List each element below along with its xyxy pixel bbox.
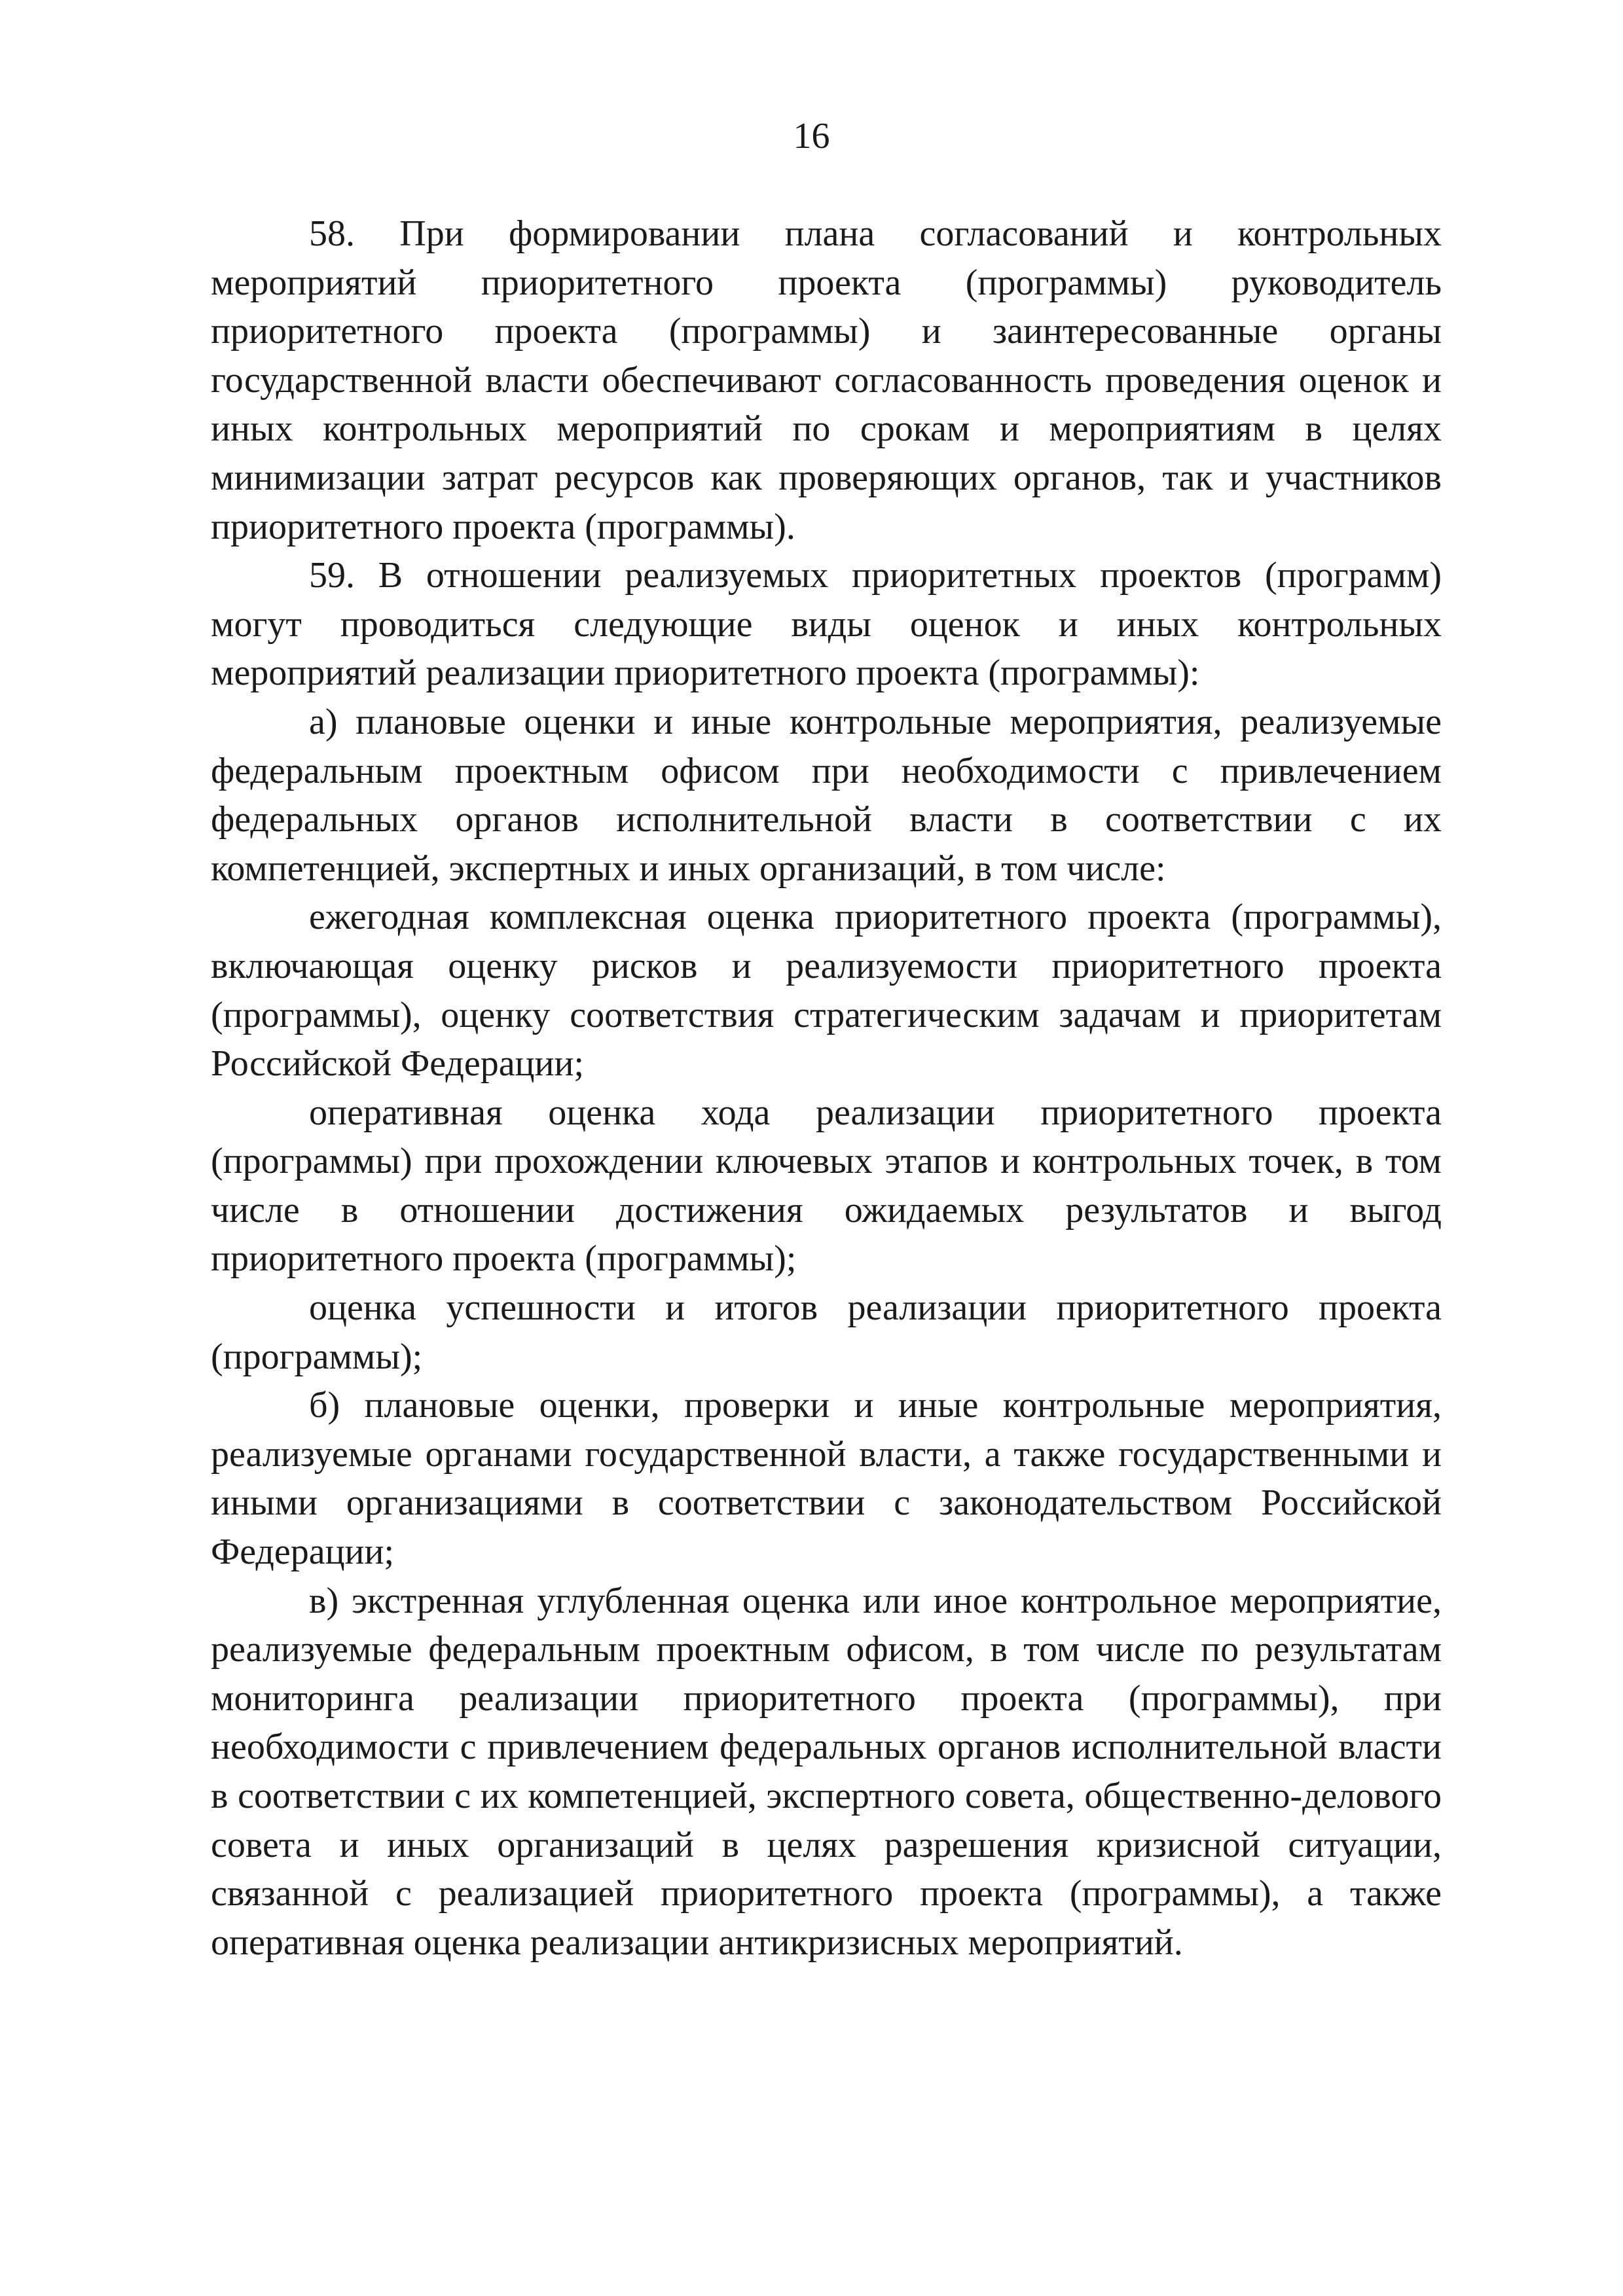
subitem-annual-assessment: ежегодная комплексная оценка приоритетного проекта (программы), включающая оценку рисков и реализуемости приоритетного проекта (программы), оценку соответствия стратегическим задачам и приоритетам Российской Федерации; [211, 897, 1442, 1085]
subitem-success-assessment: оценка успешности и итогов реализации приоритетного проекта (программы); [211, 1287, 1442, 1377]
subitem-b: б) плановые оценки, проверки и иные контрольные мероприятия, реализуемые органами государственной власти, а также государственными и иными организациями в соответствии с законодательством Российской Федерации; [211, 1385, 1442, 1573]
paragraph-59: 59. В отношении реализуемых приоритетных проектов (программ) могут проводиться следующие виды оценок и иных контрольных мероприятий реализации приоритетного проекта (программы): [211, 555, 1442, 694]
paragraph-58: 58. При формировании плана согласований и контрольных мероприятий приоритетного проекта (программы) руководитель приоритетного проекта (программы) и заинтересованные органы государственной власти обеспечивают согласованность проведения оценок и иных контрольных мероприятий по срокам и мероприятиям в целях минимизации затрат ресурсов как проверяющих органов, так и участников приоритетного проекта (программы). [211, 213, 1442, 547]
document-body [211, 209, 1442, 1967]
subitem-a: а) плановые оценки и иные контрольные мероприятия, реализуемые федеральным проектным офисом при необходимости с привлечением федеральных органов исполнительной власти в соответствии с их компетенцией, экспертных и иных организаций, в том числе: [211, 701, 1442, 889]
page-number: 16 [793, 116, 830, 156]
subitem-operational-assessment: оперативная оценка хода реализации приоритетного проекта (программы) при прохождении ключевых этапов и контрольных точек, в том числе в отношении достижения ожидаемых результатов и выгод приоритетного проекта (программы); [211, 1092, 1442, 1280]
subitem-v: в) экстренная углубленная оценка или иное контрольное мероприятие, реализуемые федеральным проектным офисом, в том числе по результатам мониторинга реализации приоритетного проекта (программы), при необходимости с привлечением федеральных органов исполнительной власти в соответствии с их компетенцией, экспертного совета, общественно-делового совета и иных организаций в целях разрешения кризисной ситуации, связанной с реализацией приоритетного проекта (программы), а также оперативная оценка реализации антикризисных мероприятий. [211, 1580, 1442, 1963]
